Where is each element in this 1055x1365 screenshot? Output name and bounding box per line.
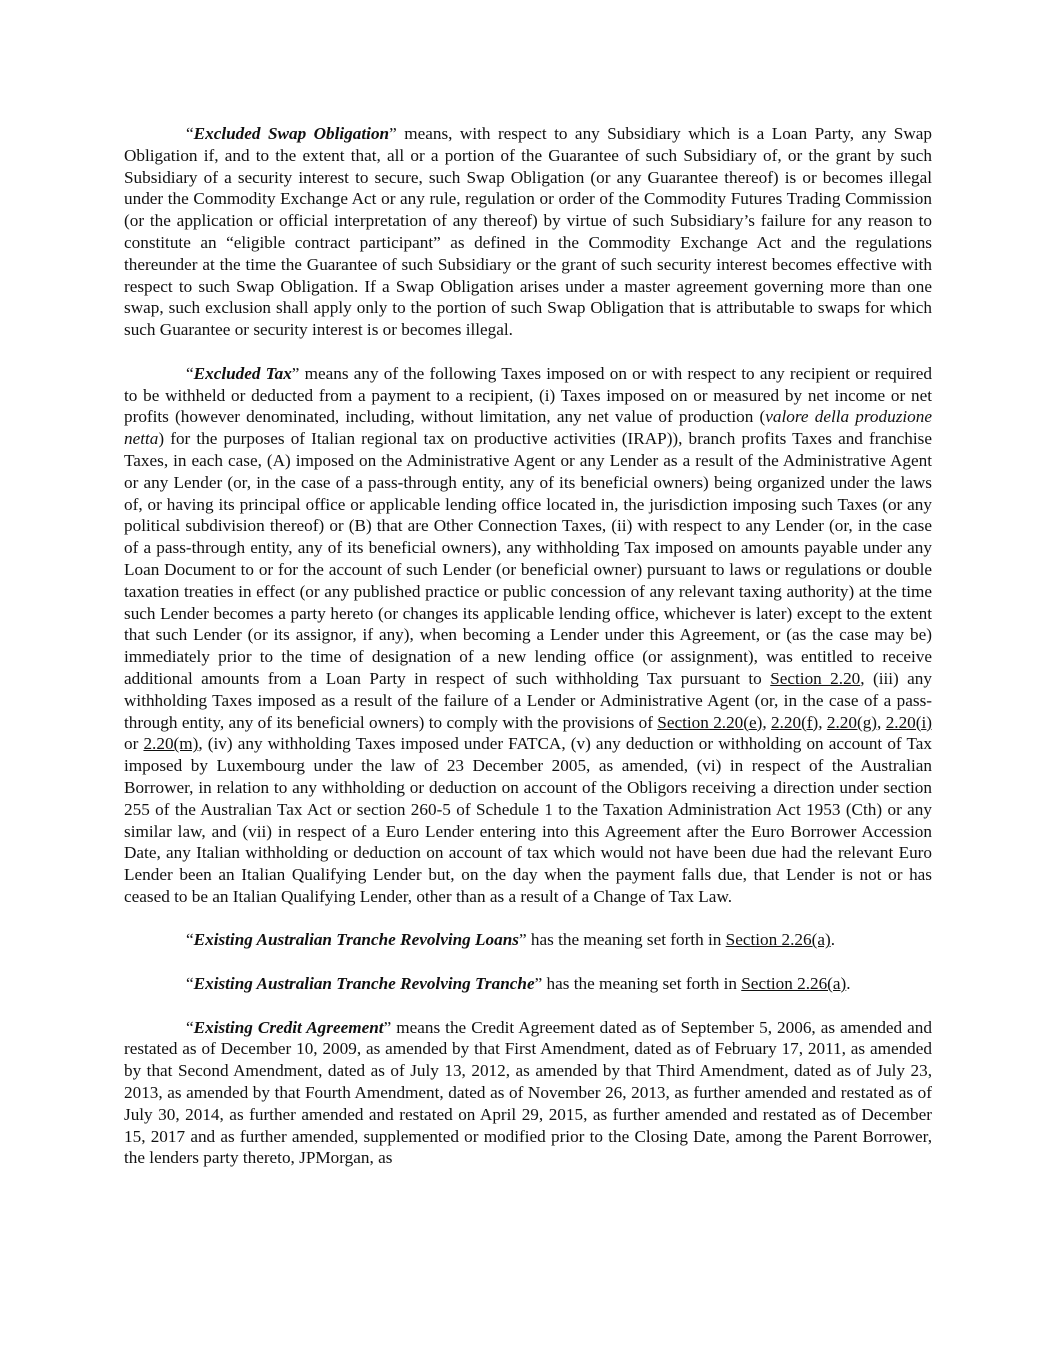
section-reference: 2.20(f): [771, 712, 819, 732]
definition-existing-credit-agreement: “Existing Credit Agreement” means the Credit Agreement dated as of September 5, 2006, as amended and restated as of December 10, 2009, as amended by that First Amendment, dated as of February 17, 2011, as amended by that Second Amendment, dated as of July 13, 2012, as amended by that Third Amendment, dated as of July 23, 2013, as amended by that Fourth Amendment, dated as of November 26, 2013, as further amended and restated as of July 30, 2014, as further amended and restated on April 29, 2015, as further amended and restated as of December 15, 2017 and as further amended, supplemented or modified prior to the Closing Date, among the Parent Borrower, the lenders party thereto, JPMorgan, as: [124, 1017, 932, 1168]
section-reference: Section 2.26(a): [725, 930, 831, 950]
section-reference: Section 2.20(e): [657, 712, 763, 732]
definition-excluded-tax: “Excluded Tax” means any of the following Taxes imposed on or with respect to any recipient or required to be withheld or deducted from a payment to a recipient, (i) Taxes imposed on or measured by net income or net profits (however denominated, including, without limitation, any net value of production (valore della produzione netta) for the purposes of Italian regional tax on productive activities (IRAP)), branch profits Taxes and franchise Taxes, in each case, (A) imposed on the Administrative Agent or any Lender as a result of the Administrative Agent or any Lender (or, in the case of a pass-through entity, any of its beneficial owners) being organized under the laws of, or having its principal office or applicable lending office located in, the jurisdiction imposing such Taxes (or any political subdivision thereof) or (B) that are Other Connection Taxes, (ii) with respect to any Lender (or, in the case of a pass-through entity, any of its beneficial owners), any withholding Tax imposed on amounts payable under any Loan Document to or for the account of such Lender (or beneficial owner) pursuant to laws or regulations or double taxation treaties in effect (or any published practice or public concession of any relevant taxing authority) at the time such Lender becomes a party hereto (or changes its applicable lending office, whichever is later) except to the extent that such Lender (or its assignor, if any), when becoming a Lender under this Agreement, or (as the case may be) immediately prior to the time of designation of a new lending office (or assignment), was entitled to receive additional amounts from a Loan Party in respect of such withholding Tax pursuant to Section 2.20, (iii) any withholding Taxes imposed as a result of the failure of a Lender or Administrative Agent (or, in the case of a pass-through entity, any of its beneficial owners) to comply with the provisions of Section 2.20(e), 2.20(f), 2.20(g), 2.20(i) or 2.20(m), (iv) any withholding Taxes imposed under FATCA, (v) any deduction or withholding on account of Tax imposed by Luxembourg under the law of 23 December 2005, as amended, (vi) in respect of the Australian Borrower, in relation to any withholding or deduction on account of the Obligors receiving a direction under section 255 of the Australian Tax Act or section 260-5 of Schedule 1 to the Taxation Administration Act 1953 (Cth) or any similar law, and (vii) in respect of a Euro Lender entering into this Agreement after the Euro Borrower Accession Date, any Italian withholding or deduction on account of tax which would not have been due had the relevant Euro Lender been an Italian Qualifying Lender but, on the day when the payment falls due, that Lender is not or has ceased to be an Italian Qualifying Lender, other than as a result of a Change of Tax Law.: [124, 363, 932, 906]
definition-existing-australian-tranche-revolving-loans: “Existing Australian Tranche Revolving Loans” has the meaning set forth in Section 2.26(a).: [186, 930, 835, 950]
section-reference: Section 2.20: [770, 668, 861, 688]
defined-term: Excluded Tax: [193, 363, 292, 383]
section-reference: 2.20(i): [885, 712, 932, 732]
section-reference: Section 2.26(a): [741, 974, 847, 994]
defined-term: Existing Credit Agreement: [193, 1017, 384, 1037]
definition-existing-australian-tranche-revolving-tranche: “Existing Australian Tranche Revolving Tranche” has the meaning set forth in Section 2.26(a).: [186, 974, 851, 994]
defined-term: Excluded Swap Obligation: [193, 124, 390, 143]
definition-excluded-swap-obligation: “Excluded Swap Obligation” means, with respect to any Subsidiary which is a Loan Party, any Swap Obligation if, and to the extent that, all or a portion of the Guarantee of such Subsidiary of, or the grant by such Subsidiary of a security interest to secure, such Swap Obligation (or any Guarantee thereof) is or becomes illegal under the Commodity Exchange Act or any rule, regulation or order of the Commodity Futures Trading Commission (or the application or official interpretation of any thereof) by virtue of such Subsidiary’s failure for any reason to constitute an “eligible contract participant” as defined in the Commodity Exchange Act and the regulations thereunder at the time the Guarantee of such Subsidiary or the grant of such security interest becomes effective with respect to such Swap Obligation. If a Swap Obligation arises under a master agreement governing more than one swap, such exclusion shall apply only to the portion of such Swap Obligation that is attributable to swaps for which such Guarantee or security interest is or becomes illegal.: [124, 124, 933, 340]
document-page: [124, 123, 932, 1191]
defined-term: Existing Australian Tranche Revolving Loans: [193, 930, 519, 950]
section-reference: 2.20(m): [143, 734, 199, 754]
defined-term: Existing Australian Tranche Revolving Tranche: [193, 974, 535, 994]
section-reference: 2.20(g): [826, 712, 878, 732]
italic-phrase: valore della produzione netta: [124, 407, 932, 449]
